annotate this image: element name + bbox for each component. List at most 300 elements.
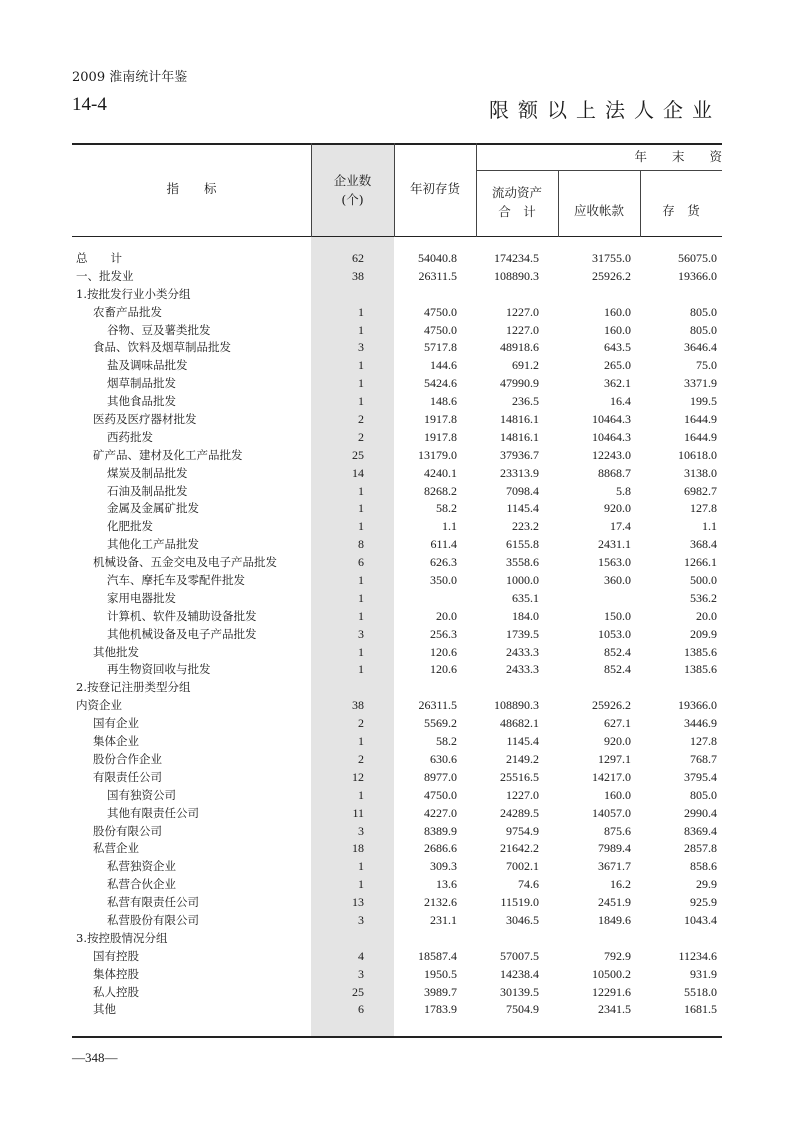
row-label: 3.按控股情况分组: [76, 930, 168, 945]
cell-value: 792.9: [604, 948, 631, 963]
table-row: [72, 966, 722, 984]
cell-value: 148.6: [430, 394, 457, 409]
table-row: [72, 608, 722, 626]
statistics-table: [72, 143, 722, 1038]
cell-value: 57007.5: [500, 948, 539, 963]
row-label: 一、批发业: [76, 268, 134, 283]
cell-value: 14217.0: [592, 769, 631, 784]
cell-value: 4750.0: [424, 787, 457, 802]
cell-value: 2: [358, 716, 364, 731]
cell-value: 7098.4: [506, 483, 539, 498]
cell-value: 23313.9: [500, 465, 539, 480]
cell-value: 2990.4: [684, 805, 717, 820]
table-row: [72, 984, 722, 1002]
cell-value: 7989.4: [598, 841, 631, 856]
cell-value: 56075.0: [678, 251, 717, 265]
cell-value: 1917.8: [424, 429, 457, 444]
cell-value: 536.2: [690, 590, 717, 605]
row-label: 股份有限公司: [93, 823, 162, 838]
row-label: 其他化工产品批发: [107, 537, 199, 552]
cell-value: 920.0: [604, 501, 631, 516]
cell-value: 30139.5: [500, 984, 539, 999]
table-row: [72, 286, 722, 304]
cell-value: 805.0: [690, 304, 717, 319]
row-label: 私营独资企业: [107, 859, 176, 874]
table-row: [72, 518, 722, 536]
row-label: 化肥批发: [107, 519, 153, 534]
cell-value: 1644.9: [684, 412, 717, 427]
cell-value: 858.6: [690, 859, 717, 874]
cell-value: 3: [358, 340, 364, 355]
row-label: 私营合伙企业: [107, 877, 176, 892]
cell-value: 1739.5: [506, 626, 539, 641]
cell-value: 26311.5: [418, 698, 457, 713]
table-row: [72, 697, 722, 715]
cell-value: 174234.5: [494, 251, 539, 265]
cell-value: 25926.2: [592, 698, 631, 713]
cell-value: 14238.4: [500, 966, 539, 981]
group-header-rule: [476, 170, 722, 171]
cell-value: 1: [358, 590, 364, 605]
row-label: 私人控股: [93, 984, 139, 999]
cell-value: 11: [352, 805, 364, 820]
table-row: [72, 644, 722, 662]
cell-value: 108890.3: [494, 268, 539, 283]
cell-value: 144.6: [430, 358, 457, 373]
cell-value: 2: [358, 412, 364, 427]
cell-value: 19366.0: [678, 268, 717, 283]
cell-value: 1: [358, 322, 364, 337]
cell-value: 3: [358, 966, 364, 981]
cell-value: 231.1: [430, 912, 457, 927]
table-row: [72, 733, 722, 751]
cell-value: 1: [358, 734, 364, 749]
cell-value: 74.6: [518, 877, 539, 892]
table-number: 14-4: [72, 94, 107, 115]
cell-value: 1783.9: [424, 1002, 457, 1017]
table-row: [72, 536, 722, 554]
cell-value: 10464.3: [592, 412, 631, 427]
cell-value: 19366.0: [678, 698, 717, 713]
cell-value: 627.1: [604, 716, 631, 731]
cell-value: 5.8: [616, 483, 631, 498]
row-label: 2.按登记注册类型分组: [76, 680, 191, 695]
table-row: [72, 483, 722, 501]
cell-value: 31755.0: [592, 251, 631, 265]
cell-value: 18: [352, 841, 364, 856]
cell-value: 1266.1: [684, 555, 717, 570]
cell-value: 1: [358, 394, 364, 409]
cell-value: 1145.4: [506, 734, 539, 749]
row-label: 烟草制品批发: [107, 376, 176, 391]
table-row: [72, 858, 722, 876]
cell-value: 265.0: [604, 358, 631, 373]
cell-value: 16.2: [610, 877, 631, 892]
cell-value: 5717.8: [424, 340, 457, 355]
cell-value: 805.0: [690, 322, 717, 337]
table-row: [72, 393, 722, 411]
cell-value: 635.1: [512, 590, 539, 605]
cell-value: 38: [352, 698, 364, 713]
cell-value: 8268.2: [424, 483, 457, 498]
cell-value: 1950.5: [424, 966, 457, 981]
table-row: [72, 1001, 722, 1019]
cell-value: 2149.2: [506, 751, 539, 766]
cell-value: 309.3: [430, 859, 457, 874]
cell-value: 360.0: [604, 573, 631, 588]
row-label: 计算机、软件及辅助设备批发: [107, 608, 257, 623]
table-row: [72, 876, 722, 894]
cell-value: 8868.7: [598, 465, 631, 480]
cell-value: 2433.3: [506, 644, 539, 659]
table-row: [72, 375, 722, 393]
cell-value: 1: [358, 519, 364, 534]
cell-value: 1053.0: [598, 626, 631, 641]
cell-value: 108890.3: [494, 698, 539, 713]
cell-value: 362.1: [604, 376, 631, 391]
cell-value: 1043.4: [684, 912, 717, 927]
row-label: 其他食品批发: [107, 394, 176, 409]
table-row: [72, 322, 722, 340]
cell-value: 2431.1: [598, 537, 631, 552]
header-enterprises: 企业数: [333, 173, 372, 188]
cell-value: 160.0: [604, 787, 631, 802]
table-row: [72, 304, 722, 322]
cell-value: 47990.9: [500, 376, 539, 391]
table-row: [72, 751, 722, 769]
cell-value: 611.4: [430, 537, 457, 552]
cell-value: 6155.8: [506, 537, 539, 552]
cell-value: 1.1: [702, 519, 717, 534]
cell-value: 1227.0: [506, 322, 539, 337]
table-row: [72, 357, 722, 375]
cell-value: 1: [358, 483, 364, 498]
cell-value: 3558.6: [506, 555, 539, 570]
cell-value: 11519.0: [500, 895, 539, 910]
cell-value: 6: [358, 555, 364, 570]
row-label: 私营企业: [93, 841, 139, 856]
header-inventory: 存 货: [662, 203, 700, 218]
table-top-rule: [72, 143, 722, 145]
cell-value: 1145.4: [506, 501, 539, 516]
row-label: 农畜产品批发: [93, 304, 162, 319]
row-label: 矿产品、建材及化工产品批发: [93, 447, 243, 462]
cell-value: 14: [352, 465, 364, 480]
cell-value: 1: [358, 662, 364, 677]
cell-value: 62: [352, 251, 364, 265]
table-row: [72, 715, 722, 733]
cell-value: 160.0: [604, 322, 631, 337]
table-row: [72, 429, 722, 447]
header-current-assets: 流动资产: [491, 185, 542, 200]
cell-value: 768.7: [690, 751, 717, 766]
cell-value: 1: [358, 573, 364, 588]
cell-value: 7002.1: [506, 859, 539, 874]
row-label: 私营股份有限公司: [107, 912, 199, 927]
cell-value: 6982.7: [684, 483, 717, 498]
row-label: 其他批发: [93, 644, 139, 659]
cell-value: 4750.0: [424, 304, 457, 319]
cell-value: 5569.2: [424, 716, 457, 731]
cell-value: 2686.6: [424, 841, 457, 856]
cell-value: 8: [358, 537, 364, 552]
table-row: [72, 948, 722, 966]
cell-value: 6: [358, 1002, 364, 1017]
cell-value: 1681.5: [684, 1002, 717, 1017]
cell-value: 199.5: [690, 394, 717, 409]
cell-value: 1563.0: [598, 555, 631, 570]
cell-value: 29.9: [696, 877, 717, 892]
cell-value: 1644.9: [684, 429, 717, 444]
row-label: 机械设备、五金交电及电子产品批发: [93, 555, 277, 570]
row-label: 盐及调味品批发: [107, 358, 188, 373]
cell-value: 4: [358, 948, 364, 963]
cell-value: 13: [352, 895, 364, 910]
cell-value: 2132.6: [424, 895, 457, 910]
row-label: 谷物、豆及薯类批发: [107, 322, 211, 337]
yearbook-title: 2009 淮南统计年鉴: [72, 70, 188, 85]
header-current-assets-total: 合 计: [498, 204, 536, 219]
table-row: [72, 500, 722, 518]
cell-value: 1: [358, 501, 364, 516]
cell-value: 1385.6: [684, 662, 717, 677]
cell-value: 54040.8: [418, 251, 457, 265]
page-number: —348—: [72, 1050, 118, 1065]
cell-value: 805.0: [690, 787, 717, 802]
row-label: 其他有限责任公司: [107, 805, 199, 820]
cell-value: 2857.8: [684, 841, 717, 856]
cell-value: 1: [358, 304, 364, 319]
cell-value: 12243.0: [592, 447, 631, 462]
row-label: 家用电器批发: [107, 590, 176, 605]
table-row: [72, 339, 722, 357]
cell-value: 2: [358, 751, 364, 766]
cell-value: 1297.1: [598, 751, 631, 766]
cell-value: 12: [352, 769, 364, 784]
table-row: [72, 912, 722, 930]
row-label: 西药批发: [107, 429, 153, 444]
table-row: [72, 787, 722, 805]
row-label: 其他: [93, 1002, 116, 1017]
cell-value: 1: [358, 644, 364, 659]
table-row: [72, 769, 722, 787]
row-label: 集体企业: [93, 734, 139, 749]
table-row: [72, 661, 722, 679]
header-opening-inventory: 年初存货: [409, 181, 460, 196]
row-label: 集体控股: [93, 966, 139, 981]
row-label: 有限责任公司: [93, 769, 162, 784]
table-row: [72, 572, 722, 590]
row-label: 内资企业: [76, 698, 122, 713]
row-label: 1.按批发行业小类分组: [76, 286, 191, 301]
cell-value: 25516.5: [500, 769, 539, 784]
row-label: 其他机械设备及电子产品批发: [107, 626, 257, 641]
cell-value: 58.2: [436, 734, 457, 749]
cell-value: 368.4: [690, 537, 717, 552]
cell-value: 48918.6: [500, 340, 539, 355]
cell-value: 150.0: [604, 608, 631, 623]
table-row: [72, 626, 722, 644]
cell-value: 3: [358, 626, 364, 641]
header-indicator: 指 标: [166, 181, 217, 196]
cell-value: 21642.2: [500, 841, 539, 856]
cell-value: 1849.6: [598, 912, 631, 927]
table-row: [72, 840, 722, 858]
cell-value: 10618.0: [678, 447, 717, 462]
table-body: [72, 250, 722, 1019]
header-receivables: 应收帐款: [573, 203, 624, 218]
cell-value: 17.4: [610, 519, 631, 534]
row-label: 医药及医疗器材批发: [93, 412, 197, 427]
cell-value: 1: [358, 376, 364, 391]
cell-value: 2341.5: [598, 1002, 631, 1017]
cell-value: 4227.0: [424, 805, 457, 820]
cell-value: 18587.4: [418, 948, 457, 963]
table-row: [72, 823, 722, 841]
cell-value: 630.6: [430, 751, 457, 766]
cell-value: 256.3: [430, 626, 457, 641]
cell-value: 852.4: [604, 644, 631, 659]
cell-value: 500.0: [690, 573, 717, 588]
cell-value: 920.0: [604, 734, 631, 749]
cell-value: 931.9: [690, 966, 717, 981]
cell-value: 25: [352, 447, 364, 462]
cell-value: 1: [358, 358, 364, 373]
cell-value: 1385.6: [684, 644, 717, 659]
cell-value: 5424.6: [424, 376, 457, 391]
table-bottom-rule: [72, 1036, 722, 1038]
cell-value: 4240.1: [424, 465, 457, 480]
cell-value: 1000.0: [506, 573, 539, 588]
cell-value: 1917.8: [424, 412, 457, 427]
cell-value: 37936.7: [500, 447, 539, 462]
table-row: [72, 447, 722, 465]
cell-value: 3: [358, 823, 364, 838]
table-row: [72, 930, 722, 948]
cell-value: 875.6: [604, 823, 631, 838]
cell-value: 120.6: [430, 644, 457, 659]
cell-value: 127.8: [690, 501, 717, 516]
row-label: 煤炭及制品批发: [107, 465, 188, 480]
cell-value: 691.2: [512, 358, 539, 373]
row-label: 私营有限责任公司: [107, 895, 199, 910]
cell-value: 14057.0: [592, 805, 631, 820]
cell-value: 3646.4: [684, 340, 717, 355]
cell-value: 1227.0: [506, 304, 539, 319]
header-year-end-group: 年 末 资: [634, 149, 722, 164]
cell-value: 13179.0: [418, 447, 457, 462]
cell-value: 12291.6: [592, 984, 631, 999]
row-label: 汽车、摩托车及零配件批发: [107, 573, 245, 588]
cell-value: 1227.0: [506, 787, 539, 802]
cell-value: 20.0: [696, 608, 717, 623]
cell-value: 14816.1: [500, 412, 539, 427]
cell-value: 8389.9: [424, 823, 457, 838]
cell-value: 10500.2: [592, 966, 631, 981]
table-row: [72, 465, 722, 483]
cell-value: 5518.0: [684, 984, 717, 999]
cell-value: 852.4: [604, 662, 631, 677]
cell-value: 25926.2: [592, 268, 631, 283]
cell-value: 10464.3: [592, 429, 631, 444]
cell-value: 75.0: [696, 358, 717, 373]
cell-value: 4750.0: [424, 322, 457, 337]
cell-value: 2: [358, 429, 364, 444]
cell-value: 127.8: [690, 734, 717, 749]
table-title: 限额以上法人企业: [489, 98, 721, 122]
row-label: 国有独资公司: [107, 787, 176, 802]
row-label: 股份合作企业: [93, 751, 162, 766]
cell-value: 58.2: [436, 501, 457, 516]
cell-value: 8369.4: [684, 823, 717, 838]
cell-value: 236.5: [512, 394, 539, 409]
table-row: [72, 679, 722, 697]
cell-value: 3989.7: [424, 984, 457, 999]
cell-value: 14816.1: [500, 429, 539, 444]
cell-value: 643.5: [604, 340, 631, 355]
cell-value: 3: [358, 912, 364, 927]
row-label: 再生物资回收与批发: [107, 662, 211, 677]
row-label: 总 计: [76, 251, 122, 265]
cell-value: 1: [358, 787, 364, 802]
cell-value: 3446.9: [684, 716, 717, 731]
table-row: [72, 554, 722, 572]
cell-value: 25: [352, 984, 364, 999]
table-row: [72, 411, 722, 429]
row-label: 金属及金属矿批发: [107, 501, 199, 516]
cell-value: 3795.4: [684, 769, 717, 784]
cell-value: 8977.0: [424, 769, 457, 784]
cell-value: 48682.1: [500, 716, 539, 731]
table-row: [72, 268, 722, 286]
cell-value: 13.6: [436, 877, 457, 892]
cell-value: 160.0: [604, 304, 631, 319]
cell-value: 3671.7: [598, 859, 631, 874]
cell-value: 209.9: [690, 626, 717, 641]
cell-value: 925.9: [690, 895, 717, 910]
cell-value: 184.0: [512, 608, 539, 623]
cell-value: 1.1: [442, 519, 457, 534]
cell-value: 350.0: [430, 573, 457, 588]
cell-value: 11234.6: [678, 948, 717, 963]
cell-value: 2451.9: [598, 895, 631, 910]
table-row: [72, 894, 722, 912]
header-enterprises-unit: (个): [341, 192, 364, 207]
cell-value: 9754.9: [506, 823, 539, 838]
cell-value: 626.3: [430, 555, 457, 570]
row-label: 食品、饮料及烟草制品批发: [93, 340, 231, 355]
row-label: 国有企业: [93, 716, 139, 731]
cell-value: 20.0: [436, 608, 457, 623]
cell-value: 7504.9: [506, 1002, 539, 1017]
table-row: [72, 250, 722, 268]
table-row: [72, 805, 722, 823]
row-label: 国有控股: [93, 948, 139, 963]
cell-value: 24289.5: [500, 805, 539, 820]
cell-value: 120.6: [430, 662, 457, 677]
cell-value: 38: [352, 268, 364, 283]
table-row: [72, 590, 722, 608]
cell-value: 1: [358, 877, 364, 892]
cell-value: 3371.9: [684, 376, 717, 391]
cell-value: 2433.3: [506, 662, 539, 677]
cell-value: 223.2: [512, 519, 539, 534]
row-label: 石油及制品批发: [107, 483, 188, 498]
cell-value: 1: [358, 859, 364, 874]
cell-value: 3138.0: [684, 465, 717, 480]
cell-value: 3046.5: [506, 912, 539, 927]
header-bottom-rule: [72, 236, 722, 237]
